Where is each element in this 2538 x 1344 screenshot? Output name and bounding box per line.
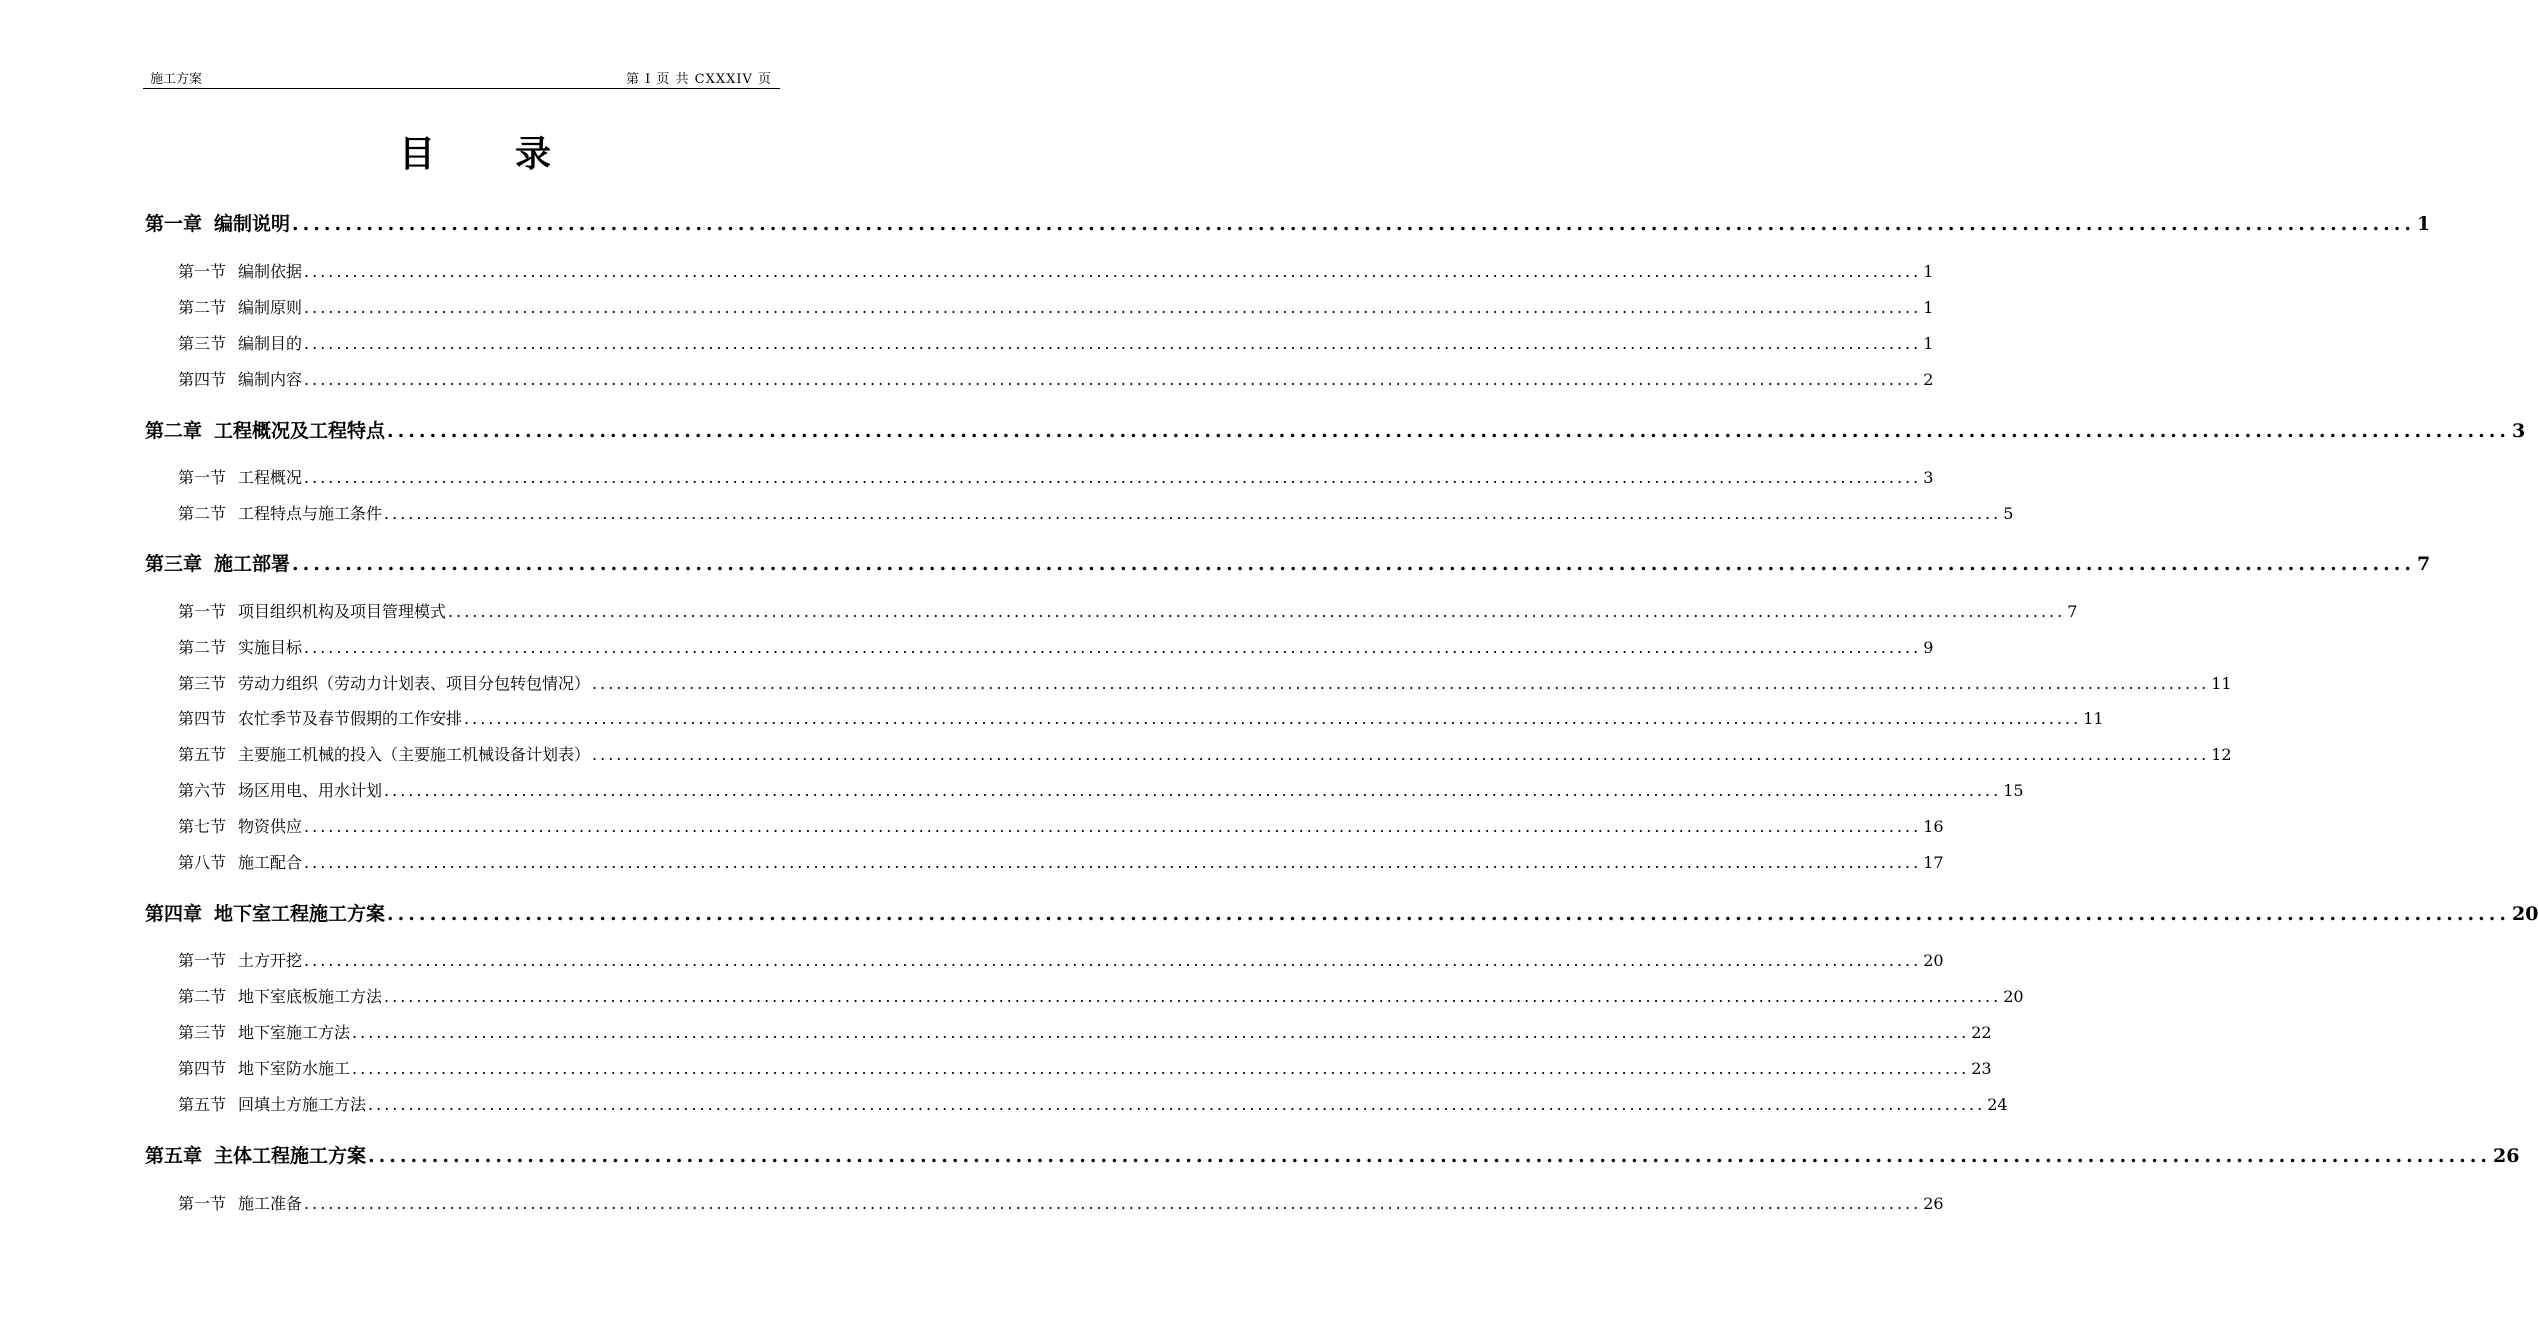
toc-entry-page: 26	[1923, 1194, 1944, 1213]
toc-entry-title: 项目组织机构及项目管理模式	[238, 602, 447, 621]
toc-entry-page: 3	[2511, 420, 2526, 442]
toc-entry-number: 第八节	[178, 853, 227, 872]
toc-entry-title: 劳动力组织（劳动力计划表、项目分包转包情况）	[238, 674, 591, 693]
toc-entry-page: 1	[2416, 213, 2431, 235]
toc-leader-dots: ........................................................................................................................................................................................................	[368, 1095, 1986, 1114]
toc-leader-dots: ........................................................................................................................................................................................................	[304, 951, 1922, 970]
toc-entry-number: 第四节	[178, 1059, 227, 1078]
toc-entry-title: 主要施工机械的投入（主要施工机械设备计划表）	[238, 745, 591, 764]
toc-entry-title: 编制原则	[238, 298, 303, 317]
toc-entry-label	[145, 416, 385, 443]
toc-leader-dots: ........................................................................................................................................................................................................	[292, 553, 2415, 575]
toc-chapter-entry[interactable]	[145, 549, 2431, 576]
toc-entry-label	[178, 778, 382, 801]
toc-entry-number: 第二节	[178, 504, 227, 523]
toc-entry-label	[178, 259, 302, 282]
toc-entry-number: 第七节	[178, 817, 227, 836]
toc-entry-title: 农忙季节及春节假期的工作安排	[238, 709, 463, 728]
toc-section-entry[interactable]	[178, 850, 1944, 873]
toc-entry-page: 23	[1971, 1059, 1992, 1078]
toc-title-char-1: 目	[398, 133, 435, 175]
toc-entry-title: 土方开挖	[238, 951, 303, 970]
toc-leader-dots: ........................................................................................................................................................................................................	[384, 781, 2002, 800]
toc-entry-page: 20	[2003, 987, 2024, 1006]
toc-entry-label	[178, 948, 302, 971]
toc-leader-dots: ........................................................................................................................................................................................................	[592, 674, 2210, 693]
toc-entry-label	[178, 635, 302, 658]
toc-entry-number: 第五章	[145, 1145, 203, 1167]
toc-entry-number: 第一节	[178, 602, 227, 621]
toc-entry-number: 第四节	[178, 370, 227, 389]
toc-entry-label	[178, 1020, 350, 1043]
toc-section-entry[interactable]	[178, 367, 1934, 390]
toc-entry-label	[178, 850, 302, 873]
toc-entry-label	[178, 814, 302, 837]
toc-entry-label	[178, 1092, 366, 1115]
toc-entry-page: 3	[1923, 468, 1934, 487]
toc-entry-title: 施工配合	[238, 853, 303, 872]
page-header	[143, 66, 780, 89]
toc-entry-label	[178, 1191, 302, 1214]
toc-leader-dots: ........................................................................................................................................................................................................	[304, 638, 1922, 657]
toc-leader-dots: ........................................................................................................................................................................................................	[387, 903, 2510, 925]
toc-entry-label	[178, 706, 462, 729]
toc-entry-label	[178, 742, 590, 765]
toc-section-entry[interactable]	[178, 635, 1934, 658]
toc-section-entry[interactable]	[178, 465, 1934, 488]
toc-entry-page: 22	[1971, 1023, 1992, 1042]
toc-entry-page: 24	[1987, 1095, 2008, 1114]
toc-entry-number: 第四节	[178, 709, 227, 728]
toc-section-entry[interactable]	[178, 331, 1934, 354]
toc-section-entry[interactable]	[178, 742, 2232, 765]
toc-section-entry[interactable]	[178, 814, 1944, 837]
toc-entry-page: 15	[2003, 781, 2024, 800]
toc-leader-dots: ........................................................................................................................................................................................................	[304, 298, 1922, 317]
toc-entry-number: 第三节	[178, 334, 227, 353]
toc-leader-dots: ........................................................................................................................................................................................................	[352, 1023, 1970, 1042]
toc-section-entry[interactable]	[178, 259, 1934, 282]
toc-leader-dots: ........................................................................................................................................................................................................	[368, 1145, 2491, 1167]
toc-entry-title: 编制目的	[238, 334, 303, 353]
toc-entry-title: 主体工程施工方案	[214, 1145, 367, 1167]
toc-entry-number: 第三章	[145, 553, 203, 575]
toc-entry-page: 20	[2511, 903, 2538, 925]
toc-entry-label	[145, 1141, 366, 1168]
toc-leader-dots: ........................................................................................................................................................................................................	[464, 709, 2082, 728]
toc-section-entry[interactable]	[178, 599, 2078, 622]
toc-leader-dots: ........................................................................................................................................................................................................	[592, 745, 2210, 764]
toc-section-entry[interactable]	[178, 1020, 1992, 1043]
toc-chapter-entry[interactable]	[145, 209, 2431, 236]
toc-entry-label	[178, 331, 302, 354]
toc-leader-dots: ........................................................................................................................................................................................................	[387, 420, 2510, 442]
toc-entry-number: 第二节	[178, 638, 227, 657]
toc-entry-title: 施工部署	[214, 553, 291, 575]
toc-entry-title: 地下室工程施工方案	[214, 903, 386, 925]
toc-section-entry[interactable]	[178, 295, 1934, 318]
toc-entry-title: 工程概况及工程特点	[214, 420, 386, 442]
toc-leader-dots: ........................................................................................................................................................................................................	[304, 262, 1922, 281]
toc-leader-dots: ........................................................................................................................................................................................................	[304, 1194, 1922, 1213]
toc-entry-number: 第三节	[178, 674, 227, 693]
toc-entry-label	[178, 671, 590, 694]
toc-entry-label	[178, 984, 382, 1007]
toc-entry-label	[178, 1056, 350, 1079]
toc-entry-title: 地下室施工方法	[238, 1023, 351, 1042]
toc-section-entry[interactable]	[178, 984, 2024, 1007]
toc-entry-page: 16	[1923, 817, 1944, 836]
toc-entry-number: 第一节	[178, 951, 227, 970]
toc-leader-dots: ........................................................................................................................................................................................................	[304, 817, 1922, 836]
toc-entry-page: 2	[1923, 370, 1934, 389]
toc-entry-label	[178, 295, 302, 318]
toc-entry-page: 11	[2211, 674, 2232, 693]
toc-title-char-2: 录	[515, 133, 552, 175]
toc-chapter-entry[interactable]	[145, 1141, 2520, 1168]
toc-entry-page: 1	[1923, 334, 1934, 353]
toc-entry-page: 1	[1923, 262, 1934, 281]
toc-entry-number: 第三节	[178, 1023, 227, 1042]
toc-section-entry[interactable]	[178, 501, 2014, 524]
toc-entry-label	[178, 501, 382, 524]
toc-entry-number: 第四章	[145, 903, 203, 925]
toc-entry-page: 1	[1923, 298, 1934, 317]
toc-leader-dots: ........................................................................................................................................................................................................	[448, 602, 2066, 621]
toc-entry-page: 20	[1923, 951, 1944, 970]
toc-leader-dots: ........................................................................................................................................................................................................	[304, 468, 1922, 487]
toc-chapter-entry[interactable]	[145, 416, 2526, 443]
toc-entry-title: 工程概况	[238, 468, 303, 487]
toc-entry-title: 编制说明	[214, 213, 291, 235]
toc-leader-dots: ........................................................................................................................................................................................................	[384, 504, 2002, 523]
toc-leader-dots: ........................................................................................................................................................................................................	[304, 370, 1922, 389]
toc-entry-number: 第一章	[145, 213, 203, 235]
toc-section-entry[interactable]	[178, 778, 2024, 801]
toc-entry-page: 26	[2492, 1145, 2520, 1167]
toc-entry-number: 第二节	[178, 298, 227, 317]
toc-entry-label	[178, 465, 302, 488]
toc-entry-page: 7	[2067, 602, 2078, 621]
toc-entry-number: 第一节	[178, 468, 227, 487]
toc-entry-title: 地下室底板施工方法	[238, 987, 383, 1006]
header-page-number: 第 I 页 共 CXXXIV 页	[625, 72, 772, 87]
toc-entry-title: 编制内容	[238, 370, 303, 389]
toc-entry-page: 5	[2003, 504, 2014, 523]
toc-entry-number: 第六节	[178, 781, 227, 800]
toc-entry-page: 17	[1923, 853, 1944, 872]
toc-entry-page: 9	[1923, 638, 1934, 657]
toc-entry-title: 回填土方施工方法	[238, 1095, 367, 1114]
header-doc-title: 施工方案	[150, 72, 203, 87]
toc-section-entry[interactable]	[178, 671, 2232, 694]
toc-entry-page: 7	[2416, 553, 2431, 575]
toc-entry-title: 工程特点与施工条件	[238, 504, 383, 523]
toc-leader-dots: ........................................................................................................................................................................................................	[384, 987, 2002, 1006]
toc-entry-title: 编制依据	[238, 262, 303, 281]
toc-chapter-entry[interactable]	[145, 899, 2538, 926]
toc-entry-page: 11	[2083, 709, 2104, 728]
toc-entry-page: 12	[2211, 745, 2232, 764]
toc-section-entry[interactable]	[178, 1191, 1944, 1214]
toc-entry-number: 第五节	[178, 745, 227, 764]
toc-entry-number: 第一节	[178, 262, 227, 281]
toc-section-entry[interactable]	[178, 706, 2104, 729]
toc-entry-title: 施工准备	[238, 1194, 303, 1213]
toc-entry-number: 第二章	[145, 420, 203, 442]
toc-section-entry[interactable]	[178, 1056, 1992, 1079]
toc-leader-dots: ........................................................................................................................................................................................................	[352, 1059, 1970, 1078]
toc-title	[0, 126, 950, 177]
toc-entry-number: 第二节	[178, 987, 227, 1006]
toc-section-entry[interactable]	[178, 948, 1944, 971]
toc-entry-title: 地下室防水施工	[238, 1059, 351, 1078]
toc-section-entry[interactable]	[178, 1092, 2008, 1115]
toc-entry-title: 物资供应	[238, 817, 303, 836]
toc-entry-number: 第一节	[178, 1194, 227, 1213]
toc-entry-title: 场区用电、用水计划	[238, 781, 383, 800]
toc-leader-dots: ........................................................................................................................................................................................................	[304, 334, 1922, 353]
toc-entry-label	[145, 209, 290, 236]
toc-entry-label	[178, 367, 302, 390]
toc-entry-label	[145, 899, 385, 926]
toc-entry-label	[145, 549, 290, 576]
toc-leader-dots: ........................................................................................................................................................................................................	[304, 853, 1922, 872]
toc-entry-label	[178, 599, 446, 622]
toc-leader-dots: ........................................................................................................................................................................................................	[292, 213, 2415, 235]
toc-entry-number: 第五节	[178, 1095, 227, 1114]
toc-entry-title: 实施目标	[238, 638, 303, 657]
